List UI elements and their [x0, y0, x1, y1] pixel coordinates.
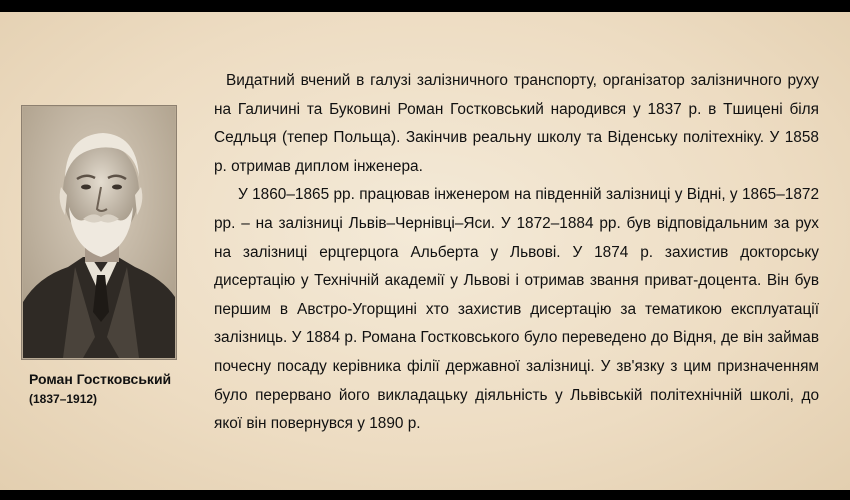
slide	[0, 12, 850, 490]
portrait-caption-years: (1837–1912)	[29, 392, 98, 406]
portrait-drawing	[23, 107, 175, 358]
biography-text	[214, 67, 819, 439]
biography-paragraph: Видатний вчений в галузі залізничного транспорту, організатор залізничного руху на Галичині та Буковині Роман Гостковський народився у 1837 р. в Тшицені біля Седльця (тепер Польща). Закінчив реальну школу та Віденську політехніку. У 1858 р. отримав диплом інженера.	[214, 72, 819, 175]
biography-paragraph: У 1860–1865 рр. працював інженером на південній залізниці у Відні, у 1865–1872 рр. – на залізниці Львів–Чернівці–Яси. У 1872–1884 рр. був відповідальним за рух на залізниці ерцгерцога Альберта у Львові. У 1874 р. захистив докторську дисертацію у Технічній академії у Львові і отримав звання приват-доцента. Він був першим в Австро-Угорщині хто захистив дисертацію за тематикою експлуатації залізниць. У 1884 р. Романа Гостковського було переведено до Відня, де він займав почесну посаду керівника філії державної залізниці. У зв'язку з цим призначенням було перервано його викладацьку діяльність у Львівській політехнічній школі, до якої він повернувся у 1890 р.	[214, 186, 819, 433]
portrait-caption-name: Роман Гостковський	[29, 371, 172, 387]
portrait	[21, 105, 177, 360]
